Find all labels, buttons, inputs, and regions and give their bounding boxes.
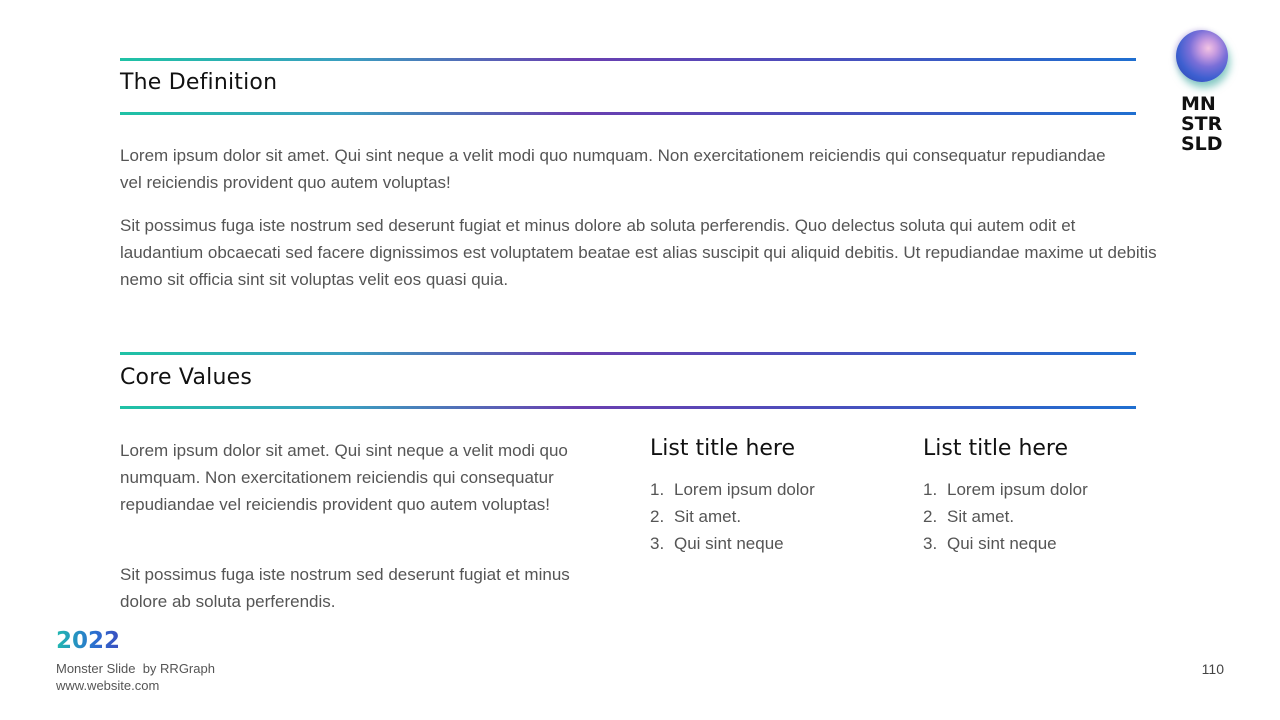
definition-title: The Definition — [120, 70, 278, 95]
list-item — [923, 503, 1088, 530]
list-item-number: 2. — [650, 507, 665, 526]
list-item — [650, 503, 815, 530]
list-item-text: Lorem ipsum dolor — [674, 480, 815, 499]
list-item-text: Sit amet. — [947, 507, 1015, 526]
list-item — [923, 476, 1088, 503]
list-1-title: List title here — [650, 436, 796, 461]
footer-website: www.website.com — [56, 678, 160, 693]
list-item — [650, 530, 815, 557]
core-values-title: Core Values — [120, 365, 252, 390]
list-item — [650, 476, 815, 503]
list-1 — [650, 476, 815, 557]
list-item-number: 1. — [923, 480, 938, 499]
gradient-sphere-icon — [1176, 30, 1228, 82]
list-item-number: 1. — [650, 480, 665, 499]
list-item-text: Lorem ipsum dolor — [947, 480, 1088, 499]
brand-logo-text — [1181, 94, 1223, 154]
list-2 — [923, 476, 1088, 557]
list-item-text: Qui sint neque — [674, 534, 784, 553]
logo-line-2: STR — [1181, 113, 1223, 135]
footer-credit: Monster Slide by RRGraph — [56, 661, 215, 676]
definition-paragraph-2: Sit possimus fuga iste nostrum sed deserunt fugiat et minus dolore ab soluta perferendis. Quo delectus soluta qui autem odit et laudantium obcaecati sed facere dignissimos est voluptatem beatae est alias suscipit qui aliquid debitis. Ut repudiandae maxime ut debitis nemo sit officia sint sit voluptas velit eos quasi quia. — [120, 216, 1157, 289]
core-values-paragraph-2: Sit possimus fuga iste nostrum sed deserunt fugiat et minus dolore ab soluta perferendis. — [120, 565, 570, 611]
list-item-number: 2. — [923, 507, 938, 526]
definition-paragraph-1: Lorem ipsum dolor sit amet. Qui sint neque a velit modi quo numquam. Non exercitationem reiciendis qui consequatur repudiandae vel reiciendis provident quo autem voluptas! — [120, 146, 1106, 192]
list-item-text: Qui sint neque — [947, 534, 1057, 553]
list-item — [923, 530, 1088, 557]
page-number: 110 — [1201, 661, 1224, 677]
definition-bottom-rule — [120, 112, 1136, 115]
definition-top-rule — [120, 58, 1136, 61]
list-item-number: 3. — [923, 534, 938, 553]
list-item-number: 3. — [650, 534, 665, 553]
logo-line-1: MN — [1181, 93, 1216, 115]
core-values-paragraph-1: Lorem ipsum dolor sit amet. Qui sint neque a velit modi quo numquam. Non exercitationem reiciendis qui consequatur repudiandae vel reiciendis provident quo autem voluptas! — [120, 441, 568, 514]
list-2-title: List title here — [923, 436, 1069, 461]
core-values-bottom-rule — [120, 406, 1136, 409]
core-values-top-rule — [120, 352, 1136, 355]
list-item-text: Sit amet. — [674, 507, 742, 526]
footer-year: 2022 — [56, 628, 121, 654]
logo-line-3: SLD — [1181, 133, 1223, 155]
